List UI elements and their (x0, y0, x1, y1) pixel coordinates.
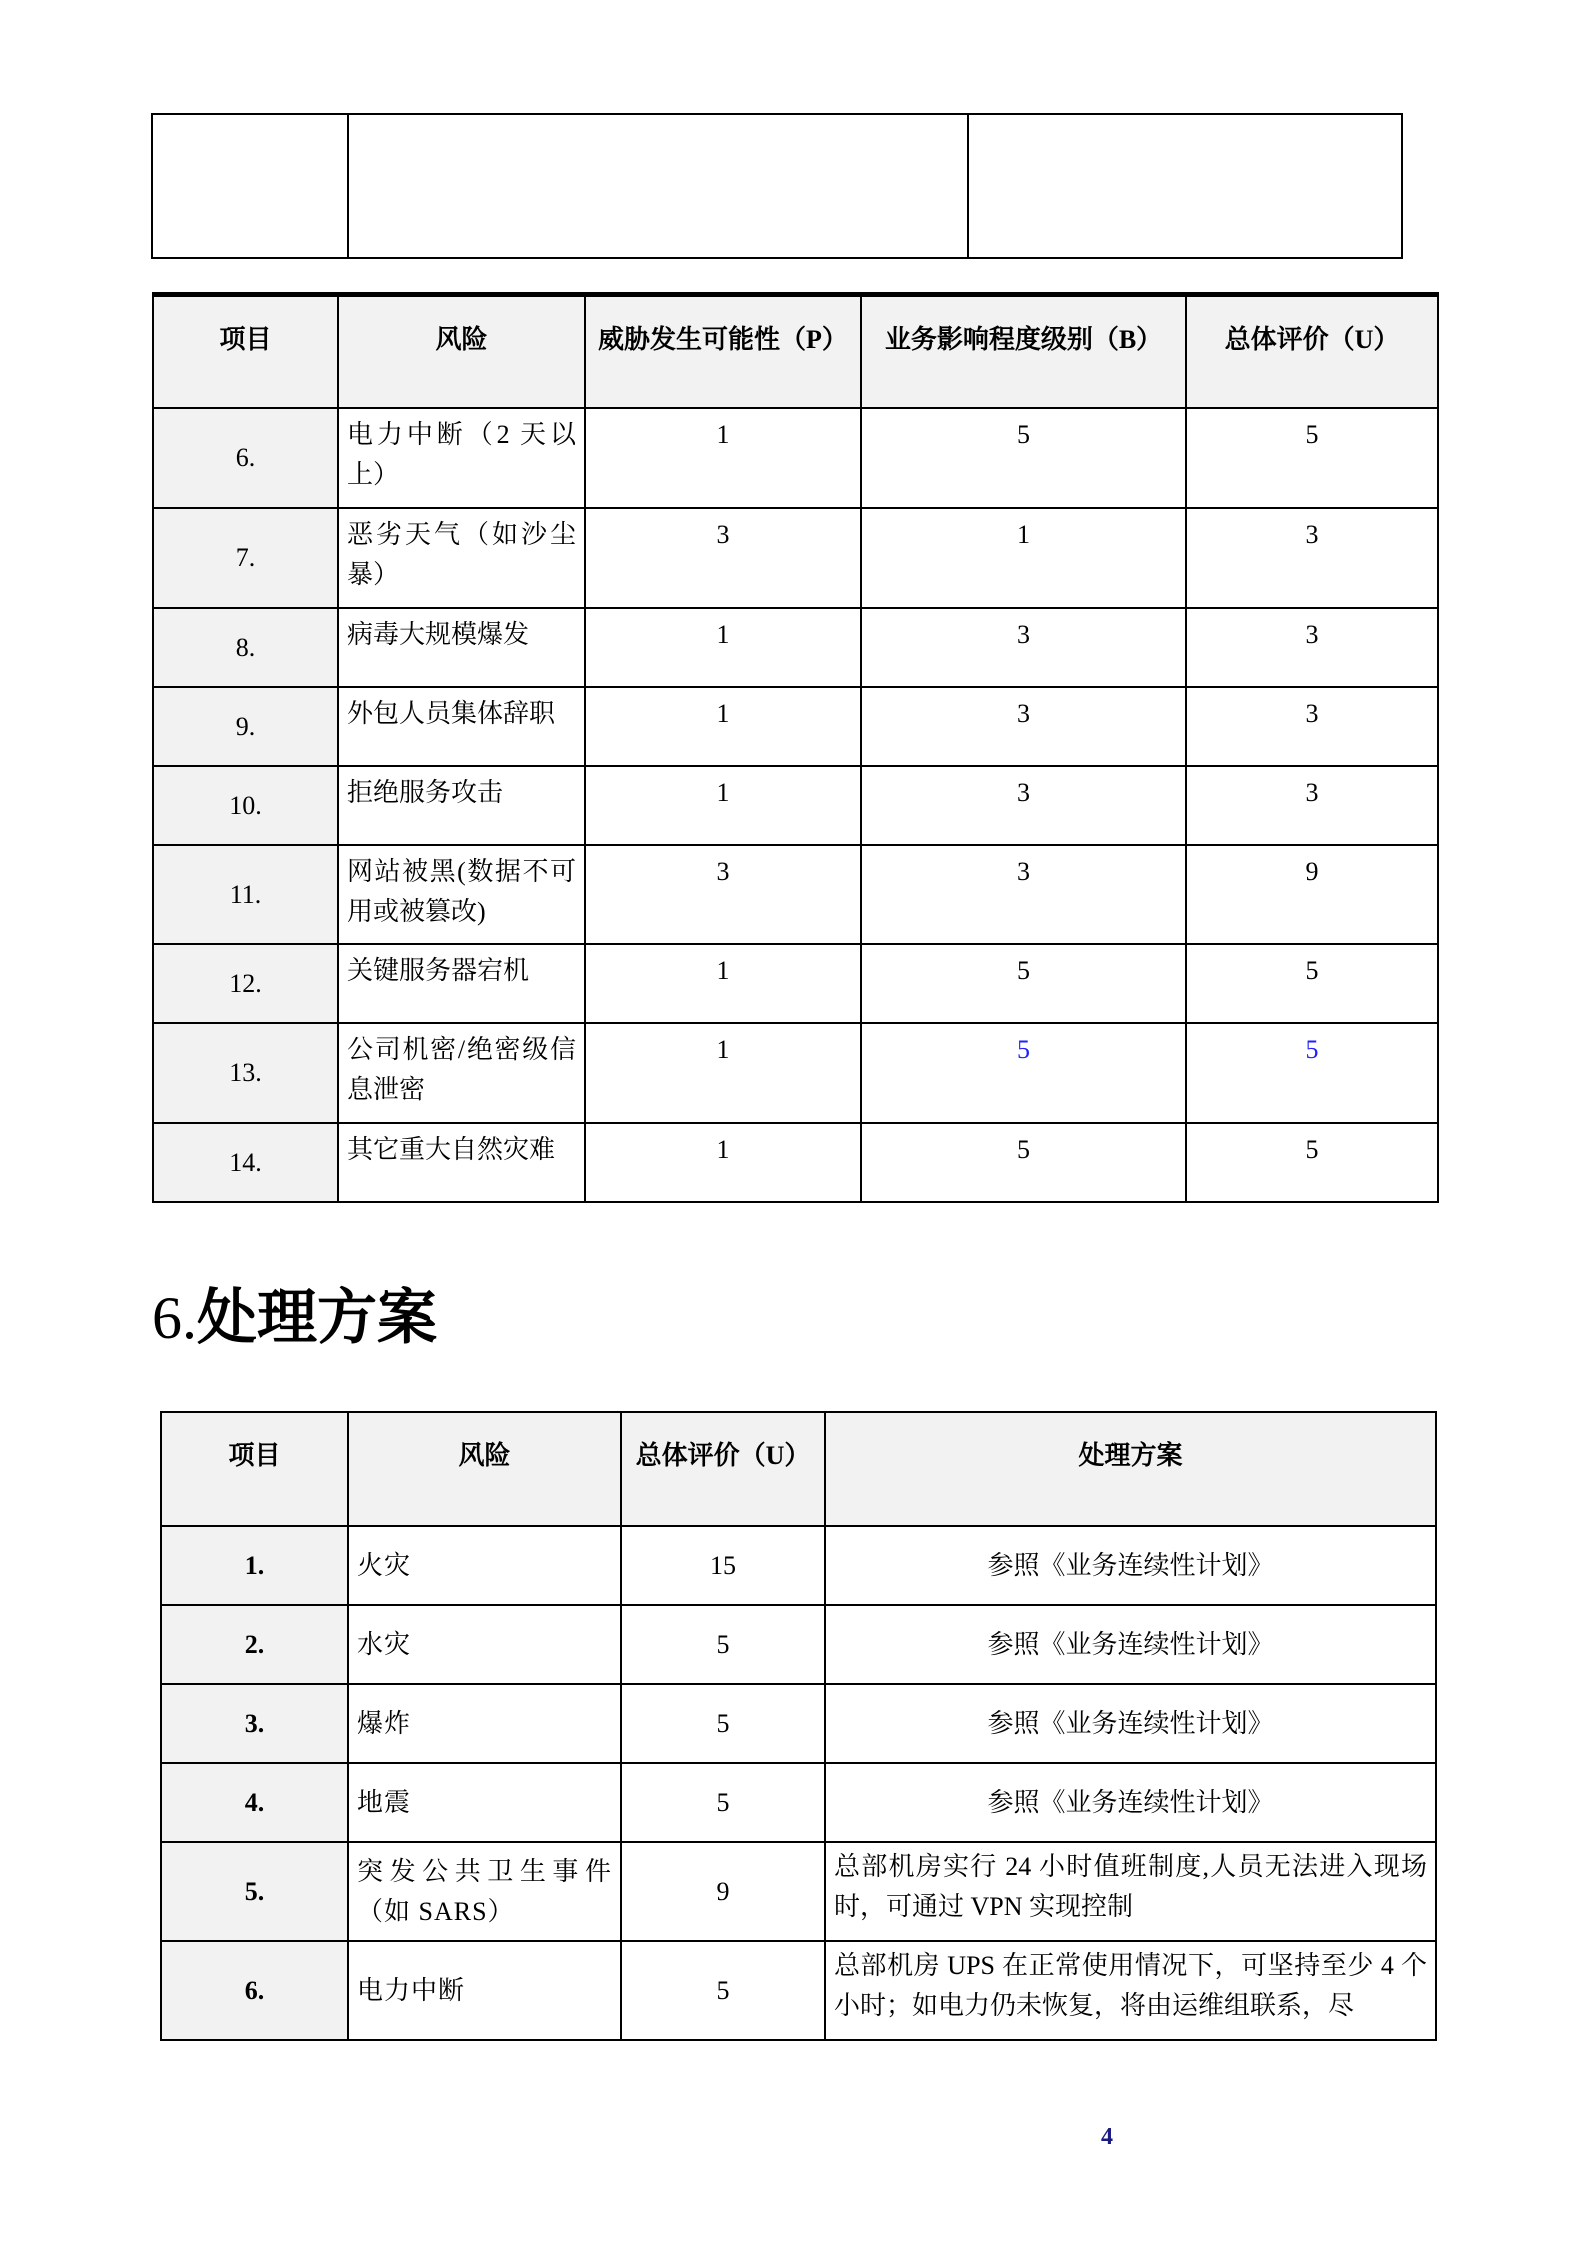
header-overall: 总体评价（U） (621, 1412, 825, 1526)
item-number: 9. (153, 687, 338, 766)
item-number: 14. (153, 1123, 338, 1202)
table-row (161, 1684, 1436, 1763)
overall-value: 3 (1186, 608, 1438, 687)
impact-value: 5 (861, 408, 1186, 508)
table-row (152, 114, 1402, 258)
plan-text: 总部机房实行 24 小时值班制度,人员无法进入现场时，可通过 VPN 实现控制 (825, 1842, 1436, 1941)
item-number: 12. (153, 944, 338, 1023)
table-row (161, 1842, 1436, 1941)
risk-name: 地震 (348, 1763, 621, 1842)
table-row (153, 687, 1438, 766)
table-row (161, 1763, 1436, 1842)
item-number: 1. (161, 1526, 348, 1605)
item-number: 11. (153, 845, 338, 944)
overall-value: 9 (621, 1842, 825, 1941)
table-row (153, 508, 1438, 608)
risk-name: 拒绝服务攻击 (338, 766, 585, 845)
item-number: 3. (161, 1684, 348, 1763)
probability-value: 3 (585, 845, 861, 944)
risk-name: 电力中断（2 天以上） (338, 408, 585, 508)
item-number: 2. (161, 1605, 348, 1684)
overall-value: 3 (1186, 766, 1438, 845)
overall-value-highlighted: 5 (1186, 1023, 1438, 1123)
risk-name: 关键服务器宕机 (338, 944, 585, 1023)
impact-value: 5 (861, 944, 1186, 1023)
risk-name: 其它重大自然灾难 (338, 1123, 585, 1202)
table-row (153, 608, 1438, 687)
table-row (153, 1023, 1438, 1123)
impact-value: 3 (861, 845, 1186, 944)
item-number: 6. (153, 408, 338, 508)
table-row (153, 1123, 1438, 1202)
treatment-plan-table (160, 1411, 1437, 2041)
section-number: 6. (152, 1285, 197, 1351)
impact-value: 3 (861, 608, 1186, 687)
table-header-row (153, 295, 1438, 409)
impact-value: 3 (861, 766, 1186, 845)
plan-text: 总部机房 UPS 在正常使用情况下，可坚持至少 4 个小时；如电力仍未恢复，将由运维组联系，尽 (825, 1941, 1436, 2040)
item-number: 13. (153, 1023, 338, 1123)
risk-assessment-table (152, 292, 1439, 1203)
probability-value: 1 (585, 766, 861, 845)
risk-name: 网站被黑(数据不可用或被篡改) (338, 845, 585, 944)
probability-value: 1 (585, 1023, 861, 1123)
table-row (153, 845, 1438, 944)
plan-text: 参照《业务连续性计划》 (825, 1684, 1436, 1763)
table-header-row (161, 1412, 1436, 1526)
probability-value: 1 (585, 408, 861, 508)
risk-name: 外包人员集体辞职 (338, 687, 585, 766)
risk-name: 火灾 (348, 1526, 621, 1605)
overall-value: 5 (621, 1941, 825, 2040)
table-row (161, 1605, 1436, 1684)
header-overall: 总体评价（U） (1186, 295, 1438, 409)
risk-name: 电力中断 (348, 1941, 621, 2040)
empty-cell (968, 114, 1402, 258)
overall-value: 5 (1186, 408, 1438, 508)
item-number: 5. (161, 1842, 348, 1941)
probability-value: 1 (585, 1123, 861, 1202)
section-heading (152, 1282, 437, 1354)
risk-name: 病毒大规模爆发 (338, 608, 585, 687)
overall-value: 5 (621, 1684, 825, 1763)
table-row (161, 1941, 1436, 2040)
probability-value: 3 (585, 508, 861, 608)
impact-value-highlighted: 5 (861, 1023, 1186, 1123)
overall-value: 5 (1186, 944, 1438, 1023)
risk-name: 水灾 (348, 1605, 621, 1684)
overall-value: 15 (621, 1526, 825, 1605)
overall-value: 5 (1186, 1123, 1438, 1202)
header-item: 项目 (161, 1412, 348, 1526)
item-number: 4. (161, 1763, 348, 1842)
header-risk: 风险 (348, 1412, 621, 1526)
probability-value: 1 (585, 944, 861, 1023)
item-number: 6. (161, 1941, 348, 2040)
probability-value: 1 (585, 687, 861, 766)
item-number: 7. (153, 508, 338, 608)
probability-value: 1 (585, 608, 861, 687)
overall-value: 5 (621, 1763, 825, 1842)
continued-table (151, 113, 1403, 259)
empty-cell (348, 114, 968, 258)
plan-text: 参照《业务连续性计划》 (825, 1605, 1436, 1684)
impact-value: 5 (861, 1123, 1186, 1202)
table-row (153, 408, 1438, 508)
item-number: 8. (153, 608, 338, 687)
impact-value: 1 (861, 508, 1186, 608)
overall-value: 5 (621, 1605, 825, 1684)
table-row (153, 766, 1438, 845)
plan-text: 参照《业务连续性计划》 (825, 1763, 1436, 1842)
section-title: 处理方案 (197, 1285, 437, 1351)
page-number: 4 (1101, 2124, 1113, 2150)
empty-cell (152, 114, 348, 258)
risk-name: 公司机密/绝密级信息泄密 (338, 1023, 585, 1123)
risk-name: 突发公共卫生事件（如 SARS） (348, 1842, 621, 1941)
header-risk: 风险 (338, 295, 585, 409)
impact-value: 3 (861, 687, 1186, 766)
plan-text: 参照《业务连续性计划》 (825, 1526, 1436, 1605)
overall-value: 3 (1186, 687, 1438, 766)
overall-value: 3 (1186, 508, 1438, 608)
risk-name: 爆炸 (348, 1684, 621, 1763)
header-probability: 威胁发生可能性（P） (585, 295, 861, 409)
header-plan: 处理方案 (825, 1412, 1436, 1526)
risk-name: 恶劣天气（如沙尘暴） (338, 508, 585, 608)
table-row (161, 1526, 1436, 1605)
overall-value: 9 (1186, 845, 1438, 944)
table-row (153, 944, 1438, 1023)
item-number: 10. (153, 766, 338, 845)
header-impact: 业务影响程度级别（B） (861, 295, 1186, 409)
header-item: 项目 (153, 295, 338, 409)
